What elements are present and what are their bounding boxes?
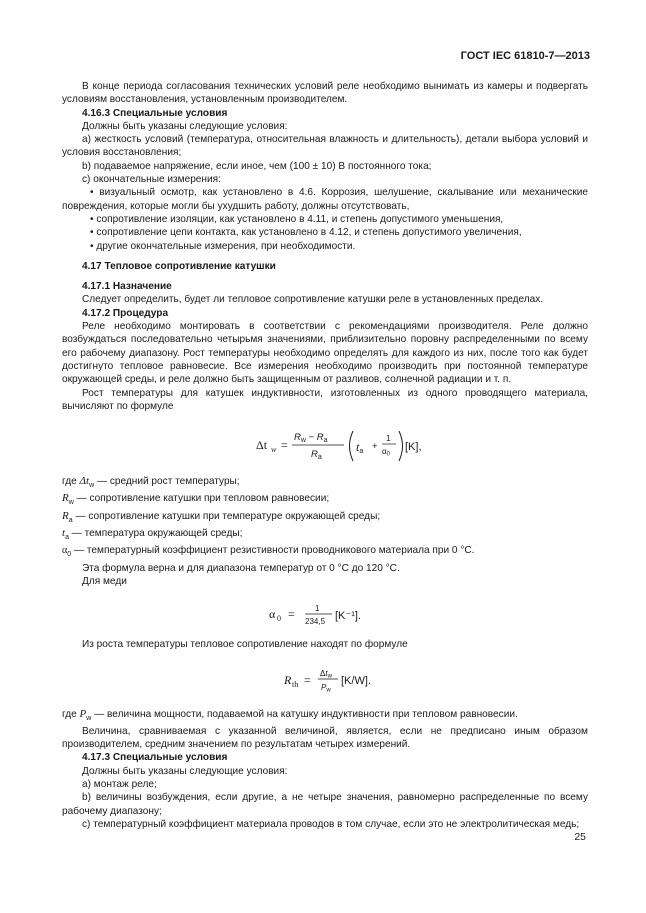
f2-lhs: α <box>269 607 276 622</box>
f1-ta: ta <box>356 440 364 456</box>
list-item: а) монтаж реле; <box>82 779 157 791</box>
f1-right-paren <box>399 431 403 461</box>
definition-dtw: где $\Delta t_w$ — средний рост температуры; <box>62 475 240 490</box>
section-heading-4-17: 4.17 Тепловое сопротивление катушки <box>82 260 276 272</box>
f1-numerator: $R_w - R_a$ <box>294 432 328 445</box>
document-code: ГОСТ IEC 61810-7—2013 <box>460 50 590 62</box>
formula-temperature-rise <box>62 421 588 467</box>
f3-eq: = <box>304 672 311 687</box>
f1-unit: [K], <box>405 441 422 454</box>
paragraph: Для меди <box>82 575 127 587</box>
f1-plus: + <box>372 441 378 453</box>
formula-thermal-resistance <box>62 662 588 698</box>
list-item: b) подаваемое напряжение, если иное, чем (100 ± 10) В постоянного тока; <box>82 160 432 172</box>
bullet-item: • сопротивление изоляции, как установлено в 4.11, и степень допустимого уменьшения, <box>90 213 504 225</box>
f3-lhs-sub: th <box>292 679 299 689</box>
f1-lhs: Δt <box>256 438 268 453</box>
list-item: b) величины возбуждения, если другие, а не четыре значения, равномерно распределенные по всему рабочему диапазону; <box>62 792 588 817</box>
f2-numerator: 1 <box>315 604 320 614</box>
list-item: c) окончательные измерения: <box>82 174 221 186</box>
f2-lhs-sub: 0 <box>277 614 281 624</box>
paragraph: Должны быть указаны следующие условия: <box>82 765 288 777</box>
formula-2-graphic <box>62 598 588 628</box>
bullet-item: • сопротивление цепи контакта, как установлено в 4.12, и степень допустимого увеличения, <box>90 227 522 239</box>
paragraph: Величина, сравниваемая с указанной величиной, является, если не предписано иным образом производителем, средним значением по результатам четырех измерений. <box>62 725 588 751</box>
paragraph: Рост температуры для катушек индуктивности, изготовленных из одного проводящего материала, вычисляют по формуле <box>62 387 588 412</box>
formula-3-graphic <box>62 662 588 698</box>
paragraph: Должны быть указаны следующие условия: <box>82 120 288 132</box>
paragraph: В конце периода согласования технических условий реле необходимо вынимать из камеры и подвергать условиям восстановления, установленным производителем. <box>62 81 588 106</box>
f2-denominator: 234,5 <box>305 617 326 627</box>
paragraph: Из роста температуры тепловое сопротивление находят по формуле <box>82 639 408 651</box>
f1-inner-num: 1 <box>386 434 391 444</box>
section-heading-4-17-1: 4.17.1 Назначение <box>82 281 172 293</box>
f3-numerator: Δtw <box>320 668 332 680</box>
list-item: а) жесткость условий (температура, относительная влажность и длительность), детали выбора условий и условия восстановления; <box>62 134 588 159</box>
formula-1-graphic <box>62 421 588 467</box>
definitions-list <box>62 475 588 562</box>
f1-inner-den: α0 <box>382 447 390 458</box>
f3-lhs: R <box>284 672 292 687</box>
definition-ta: $t_a$ — температура окружающей среды; <box>62 527 243 542</box>
paragraph: Реле необходимо монтировать в соответствии с рекомендациями производителя. Реле должно возбуждаться последовательно четырьмя значениями, приблизительно поровну распределенными по всему его рабочему диапазону. Рост температуры необходимо определять для каждого из них, после того как будет достигнуто тепловое равновесие. Все измерения необходимо производить при постоянной температуре окружающей среды, и реле должно быть защищенным от разливов, солнечной радиации и т. п. <box>62 321 588 386</box>
f2-unit: [K⁻¹]. <box>335 610 361 623</box>
f1-left-paren <box>350 431 354 461</box>
f3-unit: [K/W]. <box>341 674 371 687</box>
f3-denominator: Pw <box>321 682 331 694</box>
f1-lhs-sub: w <box>271 445 277 455</box>
section-heading-4-16-3: 4.16.3 Специальные условия <box>82 107 228 119</box>
formula-copper-coefficient <box>62 598 588 628</box>
definition-alpha0: $\alpha_0$ — температурный коэффициент резистивности проводникового материала при 0 °С. <box>62 545 475 559</box>
paragraph: Следует определить, будет ли тепловое сопротивление катушки реле в установленных пределах. <box>82 294 544 306</box>
f1-eq: = <box>281 438 288 453</box>
f2-eq: = <box>288 607 295 622</box>
definition-pw: где $P_w$ — величина мощности, подаваемой на катушку индуктивности при тепловом равновесии. <box>62 707 518 722</box>
f1-denominator: $R_a$ <box>311 449 322 462</box>
page-number: 25 <box>574 831 586 843</box>
definition-ra: $R_a$ — сопротивление катушки при температуре окружающей среды; <box>62 509 381 524</box>
definition-rw: $R_w$ — сопротивление катушки при тепловом равновесии; <box>62 492 330 507</box>
section-heading-4-17-2: 4.17.2 Процедура <box>82 307 169 319</box>
section-heading-4-17-3: 4.17.3 Специальные условия <box>82 752 228 764</box>
paragraph: Эта формула верна и для диапазона температур от 0 °С до 120 °С. <box>82 562 400 574</box>
bullet-item: • другие окончательные измерения, при необходимости. <box>90 240 356 252</box>
list-item: c) температурный коэффициент материала проводов в том случае, если это не электролитическая медь; <box>82 818 580 830</box>
page-content <box>62 80 588 831</box>
bullet-item: • визуальный осмотр, как установлено в 4.6. Коррозия, шелушение, скалывание или механические повреждения, которые могли бы ухудшить работу, должны отсутствовать, <box>62 187 588 212</box>
